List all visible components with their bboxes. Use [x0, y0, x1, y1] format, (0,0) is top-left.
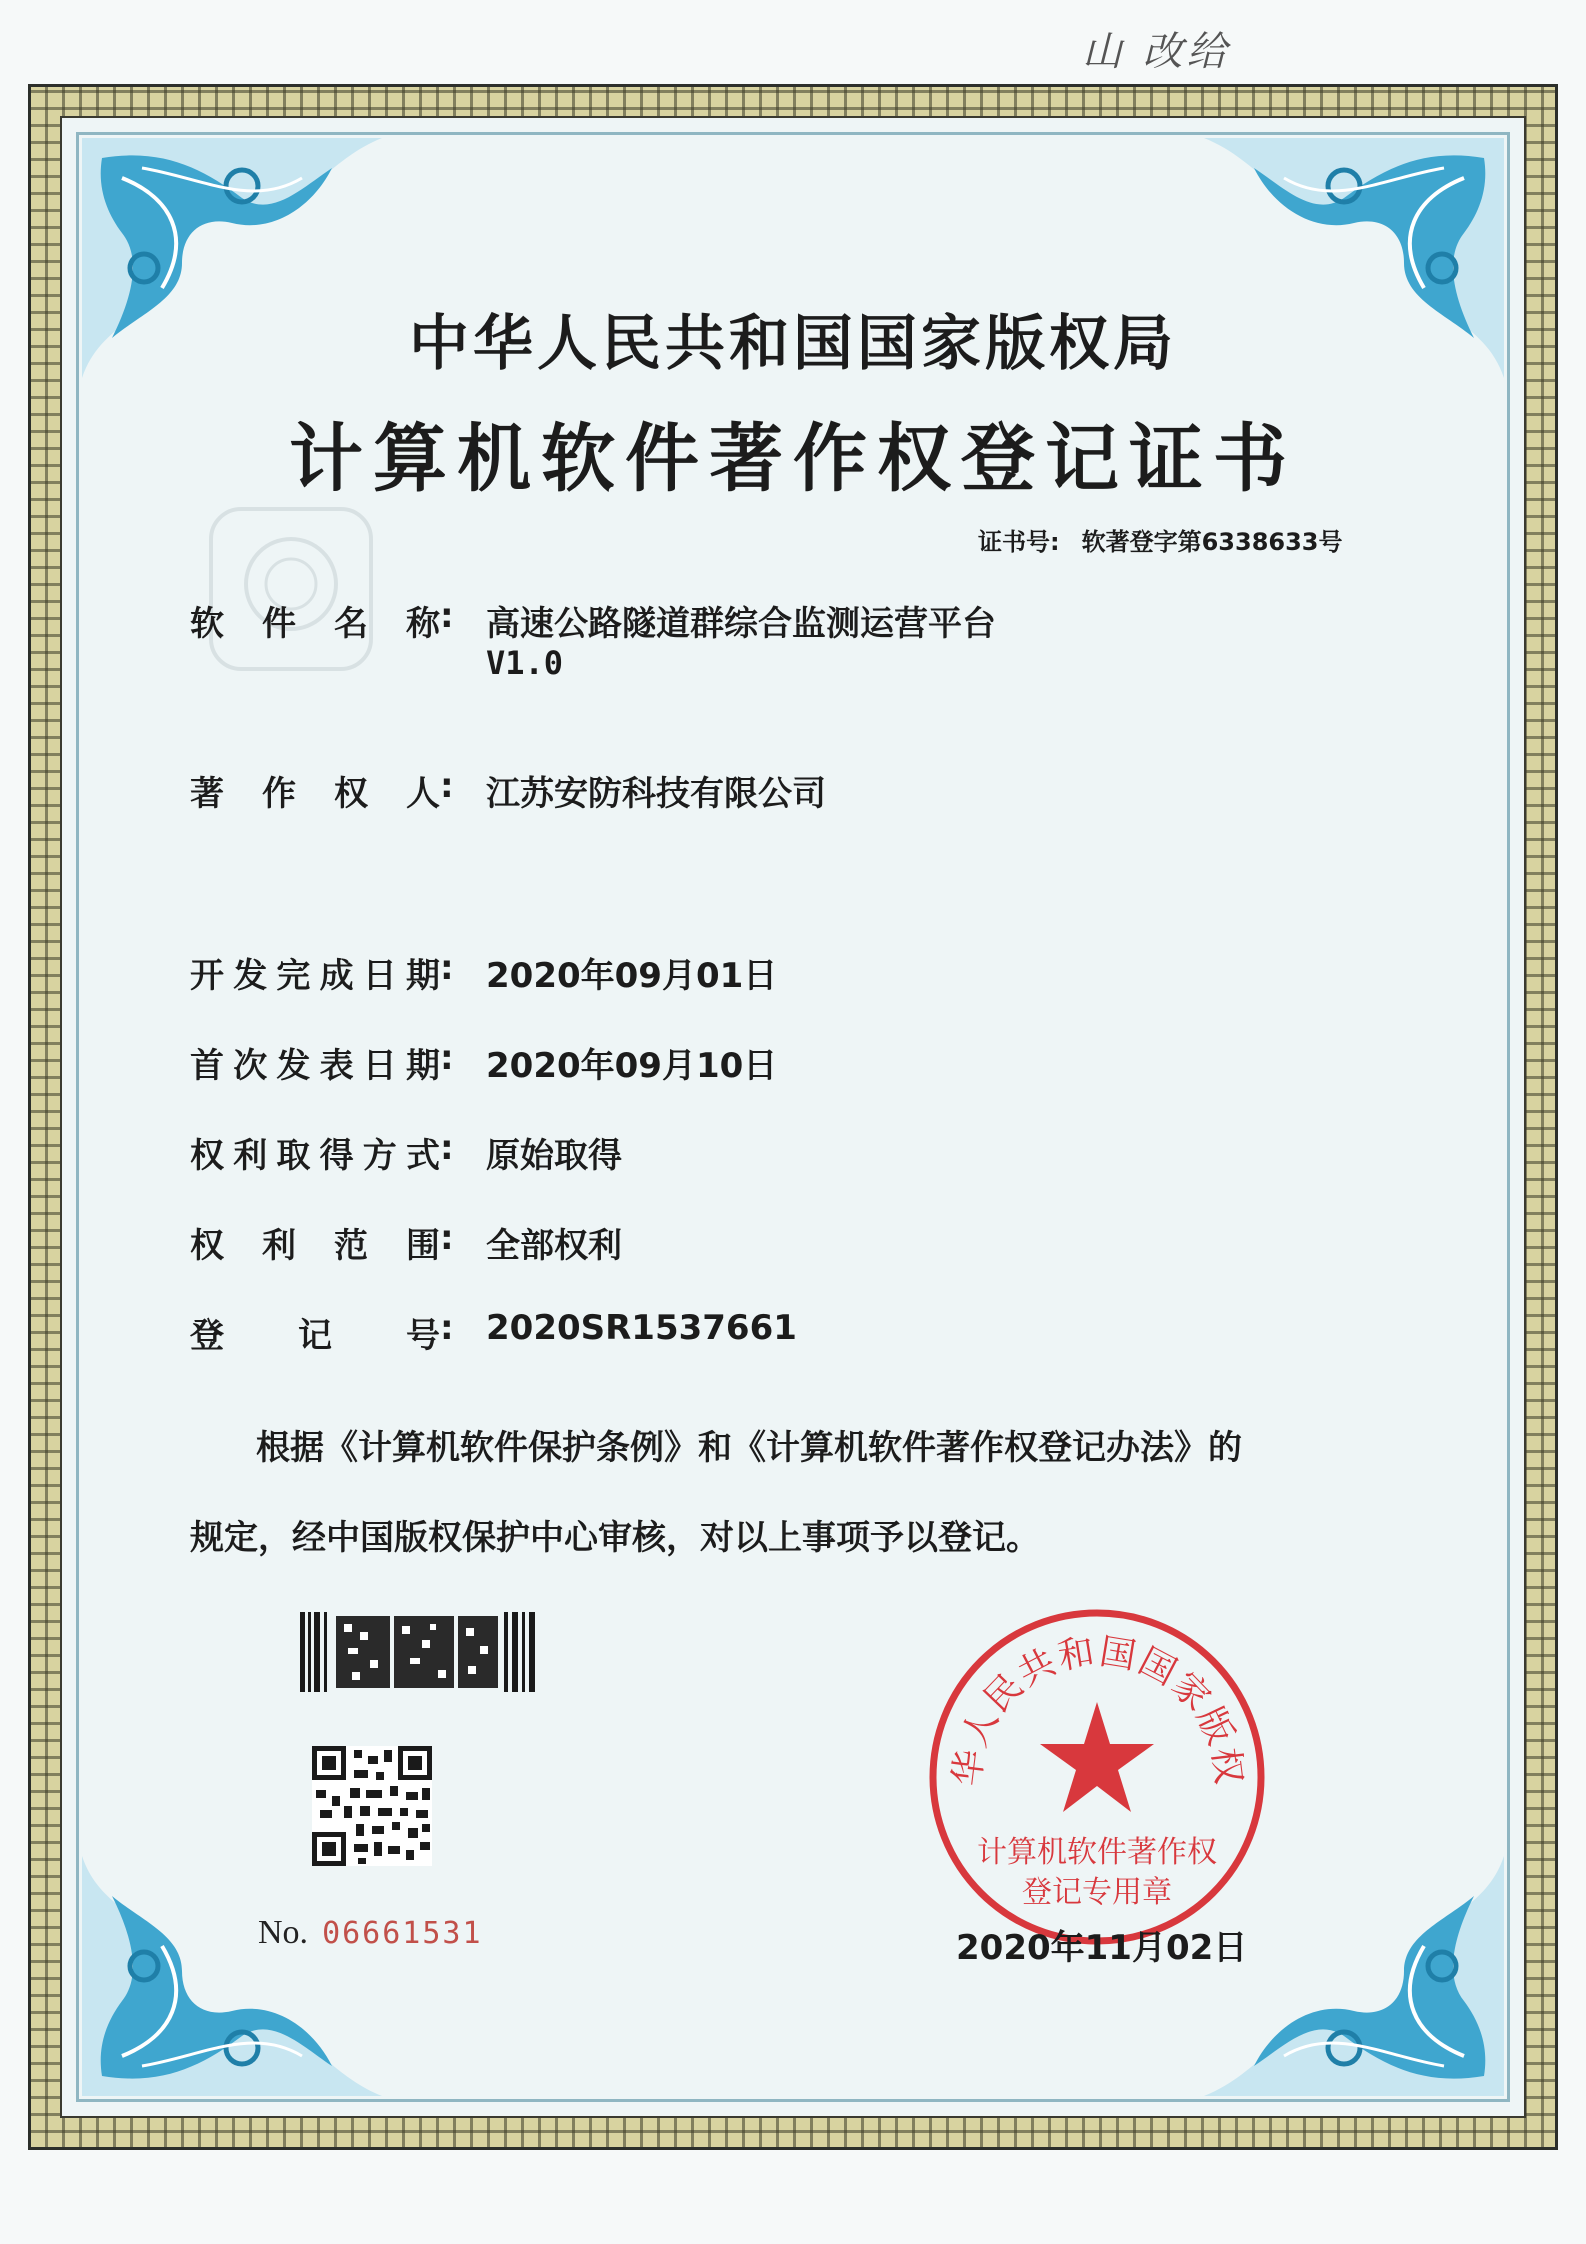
field-value: 高速公路隧道群综合监测运营平台 [486, 604, 996, 644]
seal-inner-line-2: 登记专用章 [1022, 1875, 1172, 1910]
serial-prefix: No. [258, 1914, 309, 1951]
statement-line-1: 根据《计算机软件保护条例》和《计算机软件著作权登记办法》的 [256, 1428, 1242, 1468]
field-label: 软件名称 [190, 604, 440, 644]
seal-ring-text: 华人民共和国国家版权 [946, 1631, 1250, 1789]
field-colon: : [440, 596, 454, 636]
serial-number [258, 1914, 483, 1952]
field-label: 权利范围 [190, 1226, 440, 1266]
field-colon: : [440, 948, 454, 988]
certificate-number-value: 软著登字第6338633号 [1081, 528, 1343, 556]
field-value: 江苏安防科技有限公司 [486, 774, 826, 814]
certificate-number-label: 证书号: [978, 528, 1060, 556]
barcode-icon [300, 1612, 536, 1692]
field-label: 开发完成日期 [190, 956, 440, 996]
field-value: 全部权利 [486, 1226, 622, 1266]
field-colon: : [440, 1308, 454, 1348]
certificate-title: 计算机软件著作权登记证书 [289, 416, 1297, 502]
seal-inner-line-1: 计算机软件著作权 [977, 1835, 1217, 1870]
field-label: 登记号 [190, 1316, 440, 1356]
certificate-number [978, 522, 1343, 557]
field-value: 原始取得 [486, 1136, 622, 1176]
field-colon: : [440, 1128, 454, 1168]
field-label: 首次发表日期 [190, 1046, 440, 1086]
field-value: 2020SR1537661 [486, 1308, 797, 1348]
official-seal [924, 1604, 1270, 1950]
field-label: 权利取得方式 [190, 1136, 440, 1176]
watermark-emblem-icon [206, 504, 376, 674]
serial-number-value: 06661531 [322, 1916, 483, 1951]
statement-line-2: 规定，经中国版权保护中心审核，对以上事项予以登记。 [190, 1518, 1040, 1558]
field-value: 2020年09月10日 [486, 1046, 778, 1086]
field-colon: : [440, 1038, 454, 1078]
issuer-heading: 中华人民共和国国家版权局 [409, 309, 1177, 379]
handwritten-note: 山 改给 [1082, 29, 1231, 75]
field-value: 2020年09月01日 [486, 956, 778, 996]
qr-code-icon [312, 1746, 432, 1866]
field-colon: : [440, 766, 454, 806]
field-label: 著作权人 [190, 774, 440, 814]
software-version: V1.0 [486, 644, 564, 682]
corner-ornament-bottom-left-icon [82, 1856, 382, 2096]
issue-date: 2020年11月02日 [956, 1928, 1248, 1968]
field-colon: : [440, 1218, 454, 1258]
